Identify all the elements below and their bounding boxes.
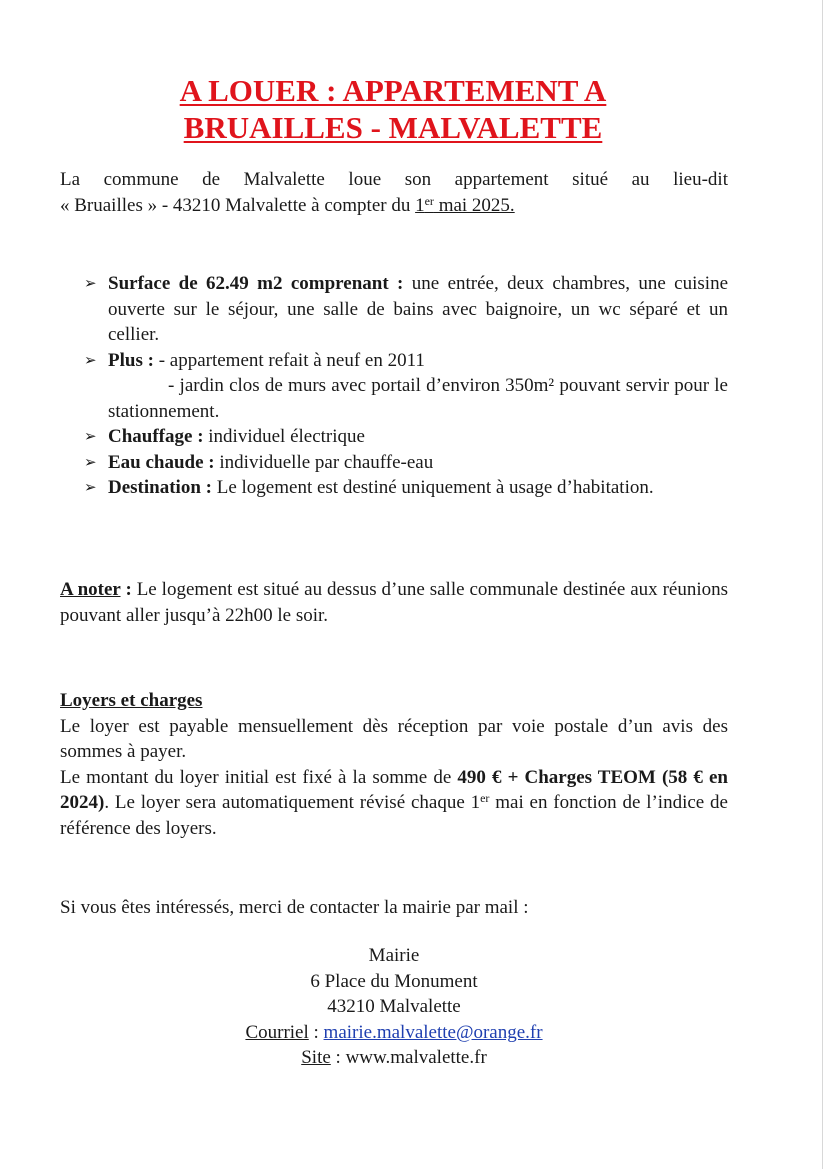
- note-label: A noter: [60, 579, 121, 600]
- loyers-p2-a: Le montant du loyer initial est fixé à la somme de: [60, 766, 458, 788]
- feature-chauffage-text: individuel électrique: [203, 426, 365, 447]
- title-line-1: A LOUER : APPARTEMENT A: [179, 73, 607, 108]
- email-separator: :: [308, 1021, 324, 1043]
- note-text: Le logement est situé au dessus d’une salle communale destinée aux réunions pouvant aller jusqu’à 22h00 le soir.: [60, 579, 728, 626]
- title-line-2: BRUAILLES - MALVALETTE: [183, 110, 603, 145]
- email-label: Courriel: [245, 1021, 309, 1043]
- intro-line-1: La commune de Malvalette loue son appartement situé au lieu-dit: [60, 169, 728, 190]
- page-edge: [822, 0, 823, 1169]
- arrow-bullet-icon: ➢: [84, 427, 97, 445]
- loyers-heading: Loyers et charges: [60, 690, 203, 711]
- availability-date: [415, 195, 515, 216]
- features-list: [84, 271, 728, 501]
- feature-surface-text: une entrée, deux chambres, une cuisine ouverte sur le séjour, une salle de bains avec baignoire, un wc séparé et un cellier.: [108, 273, 728, 345]
- loyers-p2-sup: er: [480, 791, 490, 805]
- loyers-p2-c: mai en fonction de l’indice de référence des loyers.: [60, 792, 728, 839]
- feature-destination: [84, 475, 728, 501]
- feature-eau-chaude: [84, 450, 728, 476]
- loyers-p2-b: . Le loyer sera automatiquement révisé chaque 1: [104, 792, 481, 813]
- contact-address: [60, 943, 728, 1071]
- date-day: 1: [415, 194, 425, 216]
- feature-surface: [84, 271, 728, 348]
- email-link[interactable]: mairie.malvalette@orange.fr: [323, 1021, 543, 1043]
- feature-surface-label: Surface de 62.49 m2 comprenant :: [108, 273, 404, 294]
- loyer-amount: 490 € + Charges TEOM (58 € en 2024): [60, 766, 728, 813]
- intro-line-2: [60, 193, 728, 219]
- note-paragraph: [60, 577, 728, 628]
- contact-site-line: [60, 1045, 728, 1071]
- site-separator: :: [330, 1047, 346, 1068]
- arrow-bullet-icon: ➢: [84, 274, 97, 292]
- feature-chauffage-label: Chauffage :: [108, 426, 204, 447]
- contact-intro: Si vous êtes intéressés, merci de contacter la mairie par mail :: [60, 897, 529, 918]
- date-rest: mai 2025.: [433, 194, 515, 216]
- loyers-paragraph-1: Le loyer est payable mensuellement dès réception par voie postale d’un avis des sommes à payer.: [60, 715, 728, 762]
- loyers-paragraph-2: [60, 765, 728, 842]
- feature-destination-text: Le logement est destiné uniquement à usage d’habitation.: [211, 477, 654, 498]
- feature-plus-line-1: - appartement refait à neuf en 2011: [153, 349, 425, 371]
- contact-name: Mairie: [368, 945, 420, 966]
- arrow-bullet-icon: ➢: [84, 478, 97, 496]
- site-label: Site: [301, 1047, 331, 1068]
- arrow-bullet-icon: ➢: [84, 350, 97, 369]
- arrow-bullet-icon: ➢: [84, 452, 97, 471]
- date-sup: er: [424, 193, 434, 208]
- feature-plus-line-2: - jardin clos de murs avec portail d’environ 350m² pouvant servir pour le stationnement.: [108, 375, 728, 422]
- intro-line-2-text: « Bruailles » - 43210 Malvalette à compter du: [60, 194, 416, 216]
- contact-street: 6 Place du Monument: [310, 970, 478, 992]
- site-url[interactable]: www.malvalette.fr: [345, 1047, 487, 1068]
- feature-eau-text: individuelle par chauffe-eau: [214, 451, 434, 473]
- page-title: [60, 72, 726, 146]
- feature-chauffage: [84, 424, 728, 450]
- feature-destination-label: Destination :: [108, 477, 212, 498]
- feature-eau-label: Eau chaude :: [108, 451, 215, 473]
- feature-plus: [84, 348, 728, 425]
- contact-email-line: [60, 1020, 728, 1046]
- loyers-section: [60, 688, 728, 841]
- contact-city: 43210 Malvalette: [327, 996, 461, 1017]
- intro-paragraph: [60, 167, 728, 218]
- feature-plus-label: Plus :: [108, 349, 154, 371]
- note-separator: :: [120, 579, 132, 600]
